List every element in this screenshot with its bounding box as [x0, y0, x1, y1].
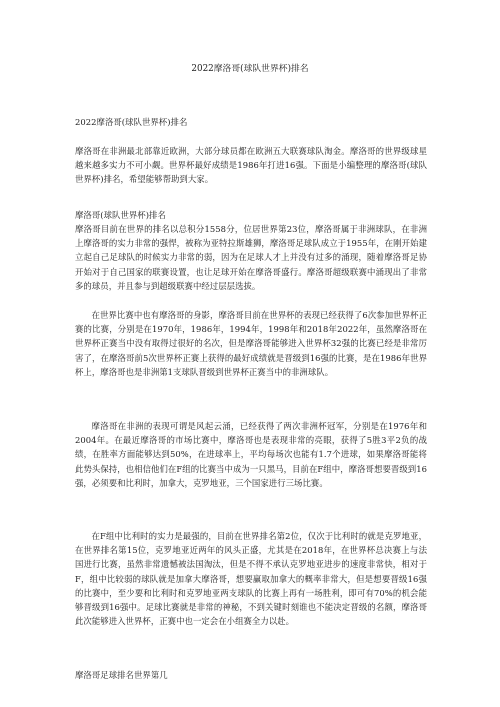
document-title: 2022摩洛哥(球队世界杯)排名: [191, 64, 309, 74]
closing-line: 摩洛哥足球排名世界第几: [75, 670, 168, 680]
subheading: 摩洛哥(球队世界杯)排名: [75, 210, 166, 220]
paragraph-1-block: [75, 222, 427, 293]
paragraph-4-block: [75, 529, 427, 628]
paragraph-4: 在F组中比利时的实力是最强的，目前在世界排名第2位，仅次于比利时的就是克罗地亚，在世界排名第15位，克罗地亚近两年的风头正盛，尤其是在2018年，在世界杯总决赛上与法国进行比赛，虽然非常遗憾被法国淘汰，但是不得不承认克罗地亚进步的速度非常快，相对于F，组中比较弱的球队就是加拿大摩洛哥，想要赢取加拿大的概率非常大，但是想要晋级16强的比赛中，至少要和比利时和克罗地亚两支球队的比赛上再有一场胜利，即可有70%的机会能够晋级到16强中。足球比赛就是非常的神秘，不到关键时刻谁也不能决定晋级的名额，摩洛哥此次能够进入世界杯，正赛中也一定会在小组赛全力以赴。: [75, 531, 427, 627]
paragraph-1: 摩洛哥目前在世界的排名以总积分1558分，位居世界第23位，摩洛哥属于非洲球队，在非洲上摩洛哥的实力非常的强悍，被称为亚特拉斯雄狮，摩洛哥足球队成立于1955年，在刚开始建立起自己足球队的时候实力非常的弱，因为在足球人才上并没有过多的涌现，随着摩洛哥足协开始对于自己国家的联赛设置，也让足球开始在摩洛哥盛行。摩洛哥超级联赛中涌现出了非常多的球员，并且参与到超级联赛中经过层层选拔。: [75, 224, 427, 291]
intro-paragraph: 摩洛哥在非洲最北部靠近欧洲，大部分球员都在欧洲五大联赛球队淘金。摩洛哥的世界级球星越来越多实力不可小觑。世界杯最好成绩是1986年打进16强。下面是小编整理的摩洛哥(球队世界杯)排名，希望能够帮助到大家。: [75, 146, 427, 185]
paragraph-2: 在世界比赛中也有摩洛哥的身影，摩洛哥目前在世界杯的表现已经获得了6次参加世界杯正赛的比赛，分别是在1970年，1986年，1994年，1998年和2018年2022年，虽然摩洛哥在世界杯正赛当中没有取得过很好的名次，但是摩洛哥能够进入世界杯32强的比赛已经是非常厉害了，在摩洛哥前5次世界杯正赛上获得的最好成绩就是晋级到16强的比赛，是在1986年世界杯上，摩洛哥也是非洲第1支球队晋级到世界杯正赛当中的非洲球队。: [75, 310, 427, 377]
paragraph-3: 摩洛哥在非洲的表现可谓是风起云涌，已经获得了两次非洲杯冠军，分别是在1976年和2004年。在最近摩洛哥的市场比赛中，摩洛哥也是表现非常的亮眼，获得了5胜3平2负的战绩，在胜率方面能够达到50%，在进球率上，平均每场次也能有1.7个进球，如果摩洛哥能将此势头保持，也相信他们在F组的比赛当中成为一只黑马，目前在F组中，摩洛哥想要晋级到16强，必须要和比利时，加拿大，克罗地亚，三个国家进行三场比赛。: [75, 421, 427, 488]
section-heading: 2022摩洛哥(球队世界杯)排名: [75, 117, 188, 127]
paragraph-3-block: [75, 419, 427, 490]
paragraph-2-block: [75, 308, 427, 379]
intro-block: [75, 144, 427, 187]
